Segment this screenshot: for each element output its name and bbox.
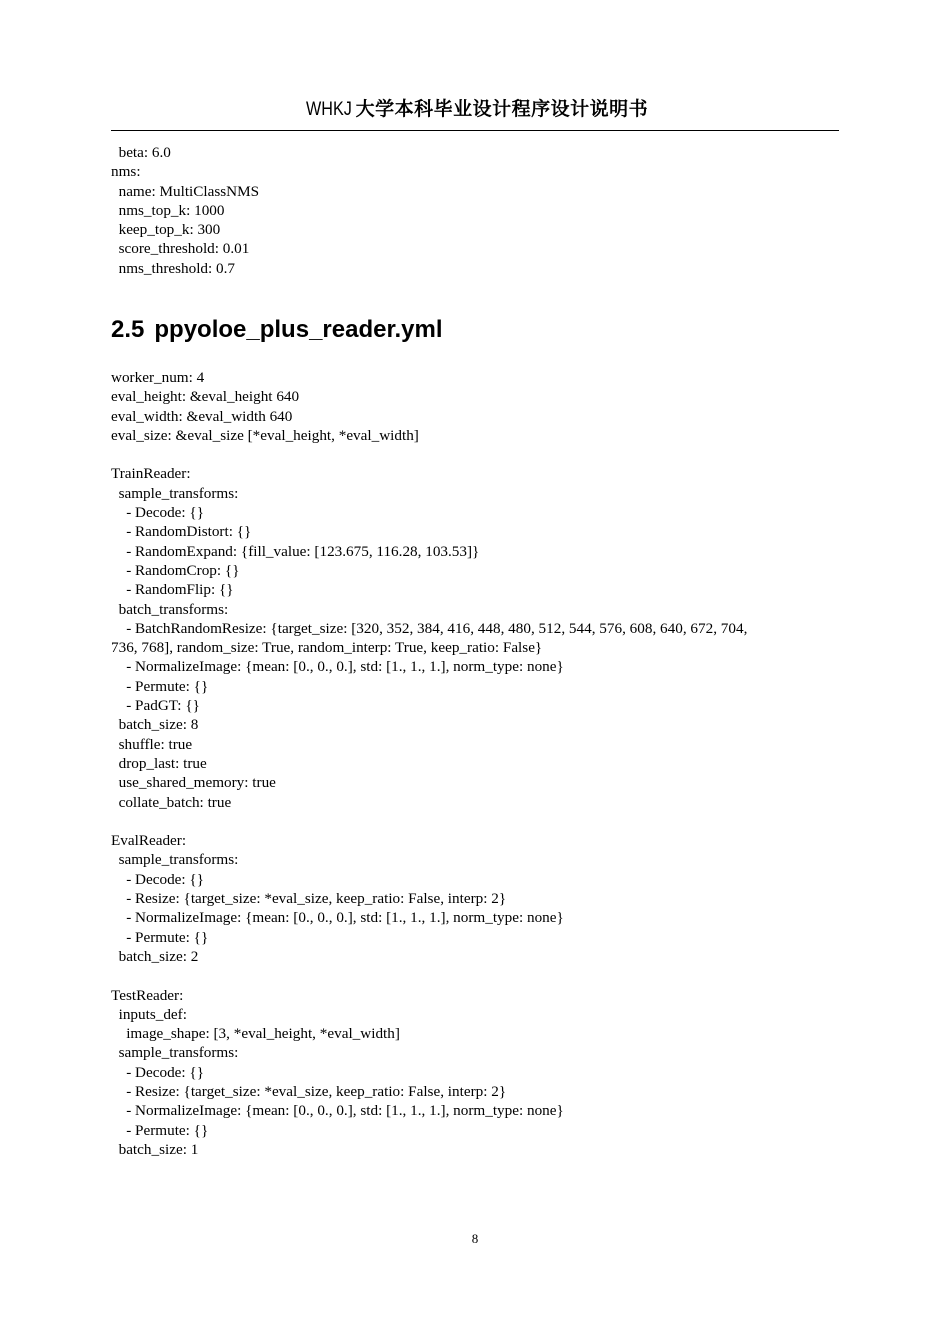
code-line: - Decode: {} bbox=[111, 504, 205, 522]
code-block-reader-config bbox=[111, 368, 841, 1159]
page-number: 8 bbox=[471, 1231, 479, 1246]
code-line: EvalReader: bbox=[111, 832, 187, 850]
code-line: - NormalizeImage: {mean: [0., 0., 0.], std: [1., 1., 1.], norm_type: none} bbox=[111, 1102, 564, 1120]
section-heading bbox=[111, 314, 443, 346]
header-divider bbox=[111, 130, 839, 131]
code-line: use_shared_memory: true bbox=[111, 774, 276, 792]
code-line: eval_width: &eval_width 640 bbox=[111, 407, 293, 425]
code-line: TestReader: bbox=[111, 986, 184, 1004]
code-line: keep_top_k: 300 bbox=[111, 221, 221, 239]
code-line: - RandomFlip: {} bbox=[111, 581, 234, 599]
code-line: - BatchRandomResize: {target_size: [320, 352, 384, 416, 448, 480, 512, 544, 576, 608, 640, 672, 704, bbox=[111, 619, 748, 637]
code-line: TrainReader: bbox=[111, 465, 191, 483]
code-line: nms_threshold: 0.7 bbox=[111, 259, 236, 277]
code-line: inputs_def: bbox=[111, 1005, 187, 1023]
code-line: batch_size: 8 bbox=[111, 716, 199, 734]
code-line: - NormalizeImage: {mean: [0., 0., 0.], std: [1., 1., 1.], norm_type: none} bbox=[111, 658, 564, 676]
code-line bbox=[111, 966, 841, 985]
code-line bbox=[111, 445, 841, 464]
code-line: - Decode: {} bbox=[111, 870, 205, 888]
code-line: - Permute: {} bbox=[111, 1121, 209, 1139]
code-line: batch_size: 1 bbox=[111, 1140, 199, 1158]
code-line: sample_transforms: bbox=[111, 1044, 239, 1062]
code-line: name: MultiClassNMS bbox=[111, 182, 260, 200]
code-line: - RandomExpand: {fill_value: [123.675, 116.28, 103.53]} bbox=[111, 542, 480, 560]
code-line bbox=[111, 812, 841, 831]
code-line: nms_top_k: 1000 bbox=[111, 201, 225, 219]
running-header bbox=[0, 97, 950, 122]
code-line: - Resize: {target_size: *eval_size, keep_ratio: False, interp: 2} bbox=[111, 1082, 507, 1100]
code-line: - Permute: {} bbox=[111, 928, 209, 946]
code-line: sample_transforms: bbox=[111, 484, 239, 502]
code-line: - RandomDistort: {} bbox=[111, 523, 252, 541]
section-number: 2.5 bbox=[111, 316, 145, 343]
code-line: beta: 6.0 bbox=[111, 144, 171, 161]
code-line: sample_transforms: bbox=[111, 851, 239, 869]
code-line: image_shape: [3, *eval_height, *eval_width] bbox=[111, 1025, 400, 1043]
code-line: - Resize: {target_size: *eval_size, keep_ratio: False, interp: 2} bbox=[111, 890, 507, 908]
section-title: ppyoloe_plus_reader.yml bbox=[154, 316, 443, 343]
code-block-nms-config bbox=[111, 143, 841, 278]
header-prefix: WHKJ bbox=[305, 99, 352, 120]
code-line: 736, 768], random_size: True, random_interp: True, keep_ratio: False} bbox=[111, 639, 543, 657]
code-line: - PadGT: {} bbox=[111, 697, 200, 715]
code-line: batch_transforms: bbox=[111, 600, 229, 618]
code-line: - Decode: {} bbox=[111, 1063, 205, 1081]
code-line: nms: bbox=[111, 163, 141, 181]
code-line: collate_batch: true bbox=[111, 793, 232, 811]
code-line: eval_height: &eval_height 640 bbox=[111, 388, 300, 406]
code-line: drop_last: true bbox=[111, 754, 207, 772]
code-line: - RandomCrop: {} bbox=[111, 561, 240, 579]
code-line: worker_num: 4 bbox=[111, 369, 205, 386]
code-line: eval_size: &eval_size [*eval_height, *eval_width] bbox=[111, 426, 419, 444]
header-title: 大学本科毕业设计程序设计说明书 bbox=[355, 98, 649, 120]
code-line: shuffle: true bbox=[111, 735, 193, 753]
code-line: score_threshold: 0.01 bbox=[111, 240, 250, 258]
code-line: - NormalizeImage: {mean: [0., 0., 0.], std: [1., 1., 1.], norm_type: none} bbox=[111, 909, 564, 927]
code-line: batch_size: 2 bbox=[111, 947, 199, 965]
code-line: - Permute: {} bbox=[111, 677, 209, 695]
